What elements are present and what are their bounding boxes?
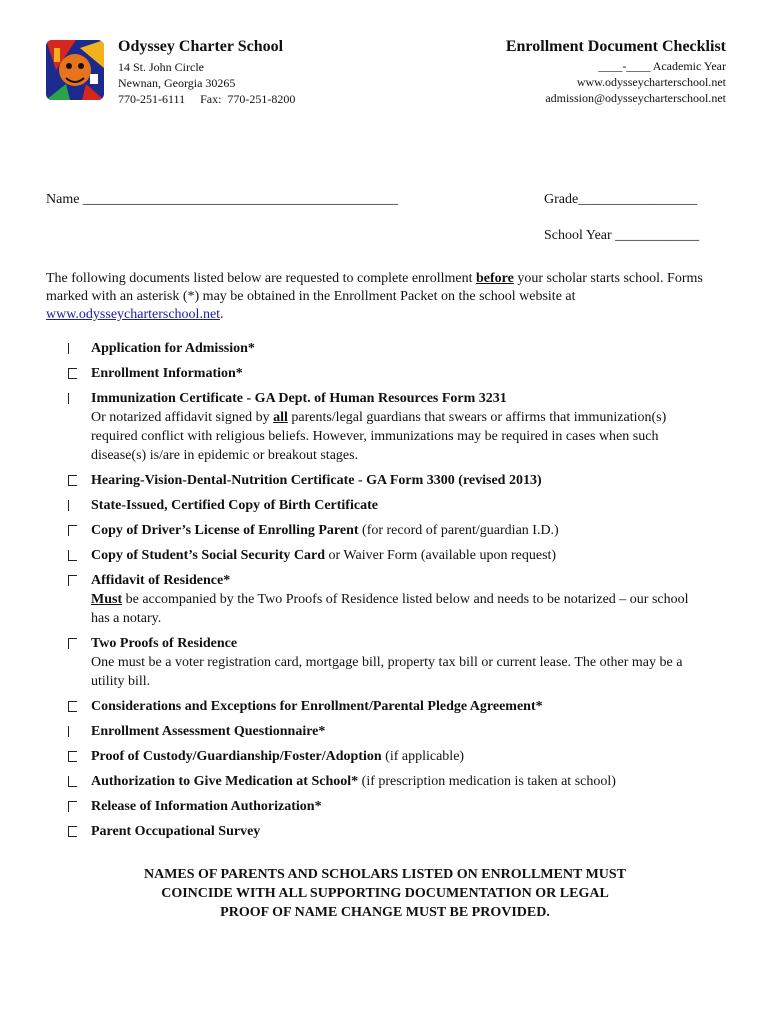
street-address: 14 St. John Circle bbox=[118, 60, 204, 74]
checklist-item bbox=[68, 496, 708, 515]
school-website: www.odysseycharterschool.net bbox=[576, 75, 726, 89]
item-suffix: or Waiver Form (available upon request) bbox=[325, 548, 557, 563]
item-note: be accompanied by the Two Proofs of Residence listed below and needs to be notarized – our school has a notary. bbox=[91, 592, 689, 626]
school-address bbox=[118, 59, 295, 107]
academic-year: ____-____ Academic Year bbox=[598, 59, 726, 73]
checklist-item bbox=[68, 364, 708, 383]
checkbox[interactable] bbox=[68, 393, 77, 404]
item-note-emphasis: all bbox=[273, 410, 288, 425]
school-logo bbox=[46, 40, 104, 100]
checklist-item bbox=[68, 389, 708, 465]
checklist-item bbox=[68, 571, 708, 628]
school-name: Odyssey Charter School bbox=[118, 38, 284, 55]
item-suffix: (if applicable) bbox=[381, 749, 465, 764]
name-field[interactable]: Name _____________________________________________ bbox=[46, 192, 398, 207]
checkbox[interactable] bbox=[68, 500, 77, 511]
item-title: Copy of Driver’s License of Enrolling Parent bbox=[91, 523, 359, 538]
checkbox[interactable] bbox=[68, 343, 77, 354]
intro-emphasis: before bbox=[476, 271, 514, 286]
item-title: Considerations and Exceptions for Enrollment/Parental Pledge Agreement* bbox=[91, 699, 543, 714]
checkbox[interactable] bbox=[68, 826, 77, 837]
item-suffix: (if prescription medication is taken at school) bbox=[358, 774, 616, 789]
footer-line: PROOF OF NAME CHANGE MUST BE PROVIDED. bbox=[220, 905, 550, 920]
item-title: Copy of Student’s Social Security Card bbox=[91, 548, 325, 563]
website-link[interactable]: www.odysseycharterschool.net bbox=[46, 307, 221, 322]
footer-notice bbox=[60, 865, 710, 922]
item-title: State-Issued, Certified Copy of Birth Certificate bbox=[91, 498, 378, 513]
checkbox[interactable] bbox=[68, 368, 77, 379]
checkbox[interactable] bbox=[68, 776, 77, 787]
checklist-item bbox=[68, 797, 708, 816]
checkbox[interactable] bbox=[68, 801, 77, 812]
checklist-item bbox=[68, 747, 708, 766]
checklist-item bbox=[68, 722, 708, 741]
phone-fax: 770-251-6111 Fax: 770-251-8200 bbox=[118, 92, 296, 106]
checkbox[interactable] bbox=[68, 475, 77, 486]
footer-line: COINCIDE WITH ALL SUPPORTING DOCUMENTATION OR LEGAL bbox=[161, 886, 609, 901]
document-title: Enrollment Document Checklist bbox=[505, 38, 726, 55]
checkbox[interactable] bbox=[68, 726, 77, 737]
item-suffix: (for record of parent/guardian I.D.) bbox=[358, 523, 559, 538]
item-title: Enrollment Information* bbox=[91, 366, 243, 381]
checkbox[interactable] bbox=[68, 550, 77, 561]
checklist-item bbox=[68, 697, 708, 716]
document-header bbox=[506, 38, 726, 106]
grade-field[interactable]: Grade_________________ bbox=[544, 192, 698, 207]
checklist-item bbox=[68, 339, 708, 358]
item-title: Parent Occupational Survey bbox=[91, 824, 261, 839]
intro-text: The following documents listed below are requested to complete enrollment bbox=[46, 271, 476, 286]
intro-period: . bbox=[220, 307, 224, 322]
checkbox[interactable] bbox=[68, 638, 77, 649]
footer-line: NAMES OF PARENTS AND SCHOLARS LISTED ON ENROLLMENT MUST bbox=[143, 867, 627, 882]
checklist-item bbox=[68, 521, 708, 540]
checkbox[interactable] bbox=[68, 575, 77, 586]
checklist-item bbox=[68, 471, 708, 490]
intro-text-continued: your scholar starts school. Forms marked with an asterisk (*) may be obtained in the Enrollment Packet on the school website at bbox=[46, 271, 703, 304]
item-title: Enrollment Assessment Questionnaire* bbox=[91, 724, 326, 739]
checklist bbox=[68, 339, 708, 847]
checkbox[interactable] bbox=[68, 701, 77, 712]
item-title: Two Proofs of Residence bbox=[91, 636, 238, 651]
item-note: Or notarized affidavit signed by bbox=[91, 410, 274, 425]
checkbox[interactable] bbox=[68, 751, 77, 762]
checklist-item bbox=[68, 822, 708, 841]
item-title: Proof of Custody/Guardianship/Foster/Adoption bbox=[91, 749, 382, 764]
item-title: Hearing-Vision-Dental-Nutrition Certificate - GA Form 3300 (revised 2013) bbox=[91, 473, 542, 488]
item-title: Authorization to Give Medication at School* bbox=[91, 774, 359, 789]
item-note-continued: parents/legal guardians that swears or affirms that immunization(s) required conflict with religious beliefs. However, immunizations may be required in cases when such disease(s) is/are in epidemic or breakout stages. bbox=[91, 410, 667, 463]
school-email: admission@odysseycharterschool.net bbox=[545, 91, 726, 105]
item-title: Application for Admission* bbox=[91, 341, 255, 356]
item-title: Release of Information Authorization* bbox=[91, 799, 322, 814]
checklist-item bbox=[68, 772, 708, 791]
checklist-item bbox=[68, 634, 708, 691]
item-title: Affidavit of Residence* bbox=[91, 573, 231, 588]
item-note-emphasis: Must bbox=[91, 592, 123, 607]
checkbox[interactable] bbox=[68, 525, 77, 536]
city-state-zip: Newnan, Georgia 30265 bbox=[118, 76, 236, 90]
item-note: One must be a voter registration card, mortgage bill, property tax bill or current lease. The other may be a utility bill. bbox=[91, 655, 683, 689]
item-title: Immunization Certificate - GA Dept. of Human Resources Form 3231 bbox=[91, 391, 507, 406]
checklist-item bbox=[68, 546, 708, 565]
intro-paragraph bbox=[46, 270, 736, 324]
school-year-field[interactable]: School Year ____________ bbox=[544, 228, 700, 243]
